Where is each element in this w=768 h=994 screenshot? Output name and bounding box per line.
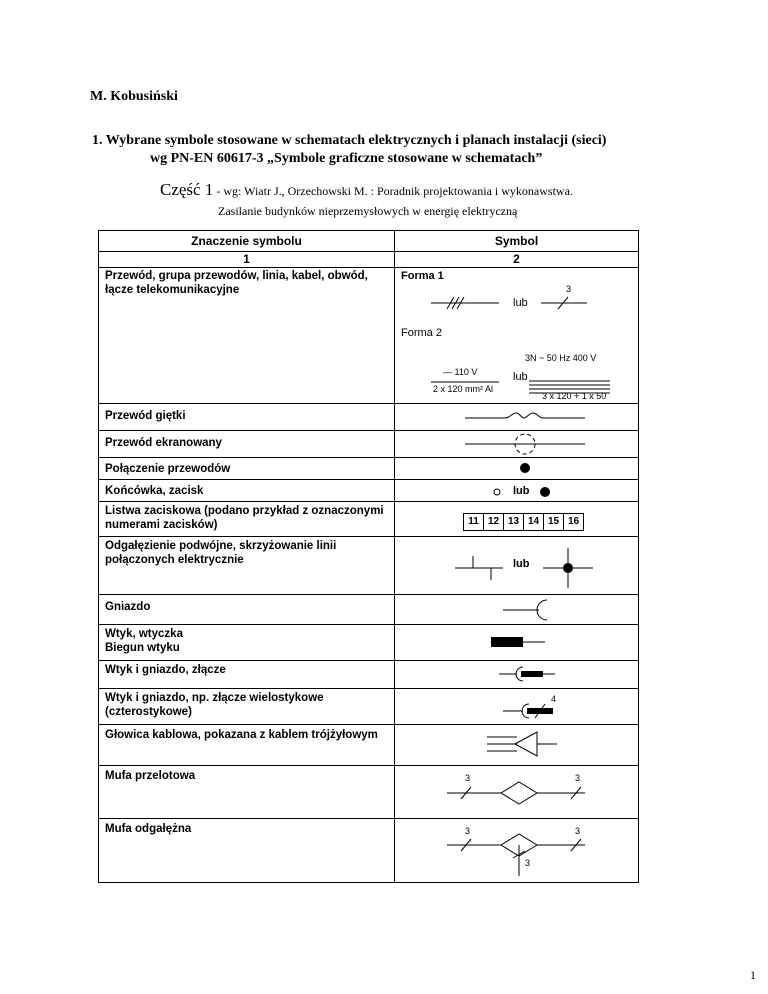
straight-joint-symbol bbox=[395, 765, 638, 818]
meaning-terminal: Końcówka, zacisk bbox=[105, 485, 204, 497]
multipin-drawing bbox=[395, 688, 638, 724]
source-line-2: Zasilanie budynków nieprzemysłowych w energię elektryczną bbox=[218, 204, 518, 218]
conductor-count: 3 bbox=[525, 858, 531, 868]
or-label: lub bbox=[513, 485, 530, 497]
source-line-1: - wg: Wiatr J., Orzechowski M. : Poradnik projektowania i wykonawstwa. bbox=[213, 184, 573, 198]
voltage-label: — 110 V bbox=[443, 367, 478, 377]
meaning-plug-socket: Wtyk i gniazdo, złącze bbox=[105, 664, 226, 676]
col1-header: Znaczenie symbolu bbox=[191, 234, 302, 248]
or-label: lub bbox=[513, 558, 530, 570]
form1-label: Forma 1 bbox=[401, 270, 444, 282]
col2-number: 2 bbox=[513, 252, 520, 266]
terminal-symbol bbox=[395, 479, 638, 501]
multipin-connector-symbol bbox=[395, 688, 638, 724]
part-label: Część 1 bbox=[160, 180, 214, 199]
straight-joint-drawing bbox=[395, 765, 638, 818]
double-branch-symbol bbox=[395, 536, 638, 594]
col1-number: 1 bbox=[243, 252, 250, 266]
heading-line-2: wg PN-EN 60617-3 „Symbole graficzne stosowane w schematach” bbox=[150, 151, 543, 166]
terminal-number: 14 bbox=[524, 514, 544, 530]
or-label: lub bbox=[513, 297, 528, 309]
meaning-branch-joint: Mufa odgałężna bbox=[105, 823, 192, 835]
symbol-line-cable bbox=[395, 267, 638, 403]
terminal-number: 15 bbox=[544, 514, 564, 530]
conductor-count: 3 bbox=[566, 284, 572, 294]
plug-symbol bbox=[395, 624, 638, 660]
contact-count: 4 bbox=[551, 694, 557, 704]
heading-line-1: 1. Wybrane symbole stosowane w schematach elektrycznych i planach instalacji (sieci) bbox=[92, 133, 607, 148]
conductor-count: 3 bbox=[575, 826, 581, 836]
meaning-straight-joint: Mufa przelotowa bbox=[105, 770, 196, 782]
meaning-plug: Wtyk, wtyczka Biegun wtyku bbox=[105, 628, 183, 654]
meaning-flexible-wire: Przewód giętki bbox=[105, 410, 186, 422]
meaning-terminal-strip: Listwa zaciskowa (podano przykład z oznaczonymi numerami zacisków) bbox=[105, 505, 384, 531]
meaning-double-branch: Odgałęzienie podwójne, skrzyżowanie linii połączonych elektrycznie bbox=[105, 540, 337, 566]
meaning-line-cable: Przewód, grupa przewodów, linia, kabel, obwód, łącze telekomunikacyjne bbox=[105, 270, 368, 296]
author: M. Kobusiński bbox=[90, 89, 178, 104]
branch-joint-drawing bbox=[395, 818, 638, 882]
section-heading bbox=[92, 132, 692, 168]
page-number: 1 bbox=[750, 968, 756, 982]
conductor-count: 3 bbox=[465, 773, 471, 783]
conductor-count: 3 bbox=[575, 773, 581, 783]
meaning-wire-junction: Połączenie przewodów bbox=[105, 463, 231, 475]
conductor-count: 3 bbox=[465, 826, 471, 836]
terminal-strip-symbol bbox=[463, 513, 584, 531]
socket-symbol bbox=[395, 594, 638, 624]
branch-joint-symbol bbox=[395, 818, 638, 882]
supply-label: 3N ~ 50 Hz 400 V bbox=[525, 353, 597, 363]
cable-cores-label: 3 x 120 + 1 x 50 bbox=[542, 391, 607, 401]
meaning-cable-head: Głowica kablowa, pokazana z kablem trójżyłowym bbox=[105, 729, 378, 741]
wire-junction-symbol bbox=[395, 457, 638, 479]
flexible-wire-symbol bbox=[395, 403, 638, 430]
part-title bbox=[160, 180, 573, 200]
symbol-table bbox=[98, 230, 639, 883]
plug-socket-symbol bbox=[395, 660, 638, 688]
meaning-multipin-connector: Wtyk i gniazdo, np. złącze wielostykowe (czterostykowe) bbox=[105, 692, 324, 718]
shielded-wire-symbol bbox=[395, 430, 638, 457]
meaning-socket: Gniazdo bbox=[105, 601, 151, 613]
meaning-shielded-wire: Przewód ekranowany bbox=[105, 437, 222, 449]
form2-label: Forma 2 bbox=[401, 327, 442, 339]
cable-section-label: 2 x 120 mm² Al bbox=[433, 384, 494, 394]
terminal-number: 12 bbox=[484, 514, 504, 530]
row-divider bbox=[99, 501, 638, 502]
or-label: lub bbox=[513, 371, 528, 383]
terminal-number: 13 bbox=[504, 514, 524, 530]
col2-header: Symbol bbox=[494, 234, 539, 248]
cable-head-symbol bbox=[395, 724, 638, 765]
terminal-number: 16 bbox=[567, 516, 580, 527]
terminal-number: 11 bbox=[464, 514, 484, 530]
